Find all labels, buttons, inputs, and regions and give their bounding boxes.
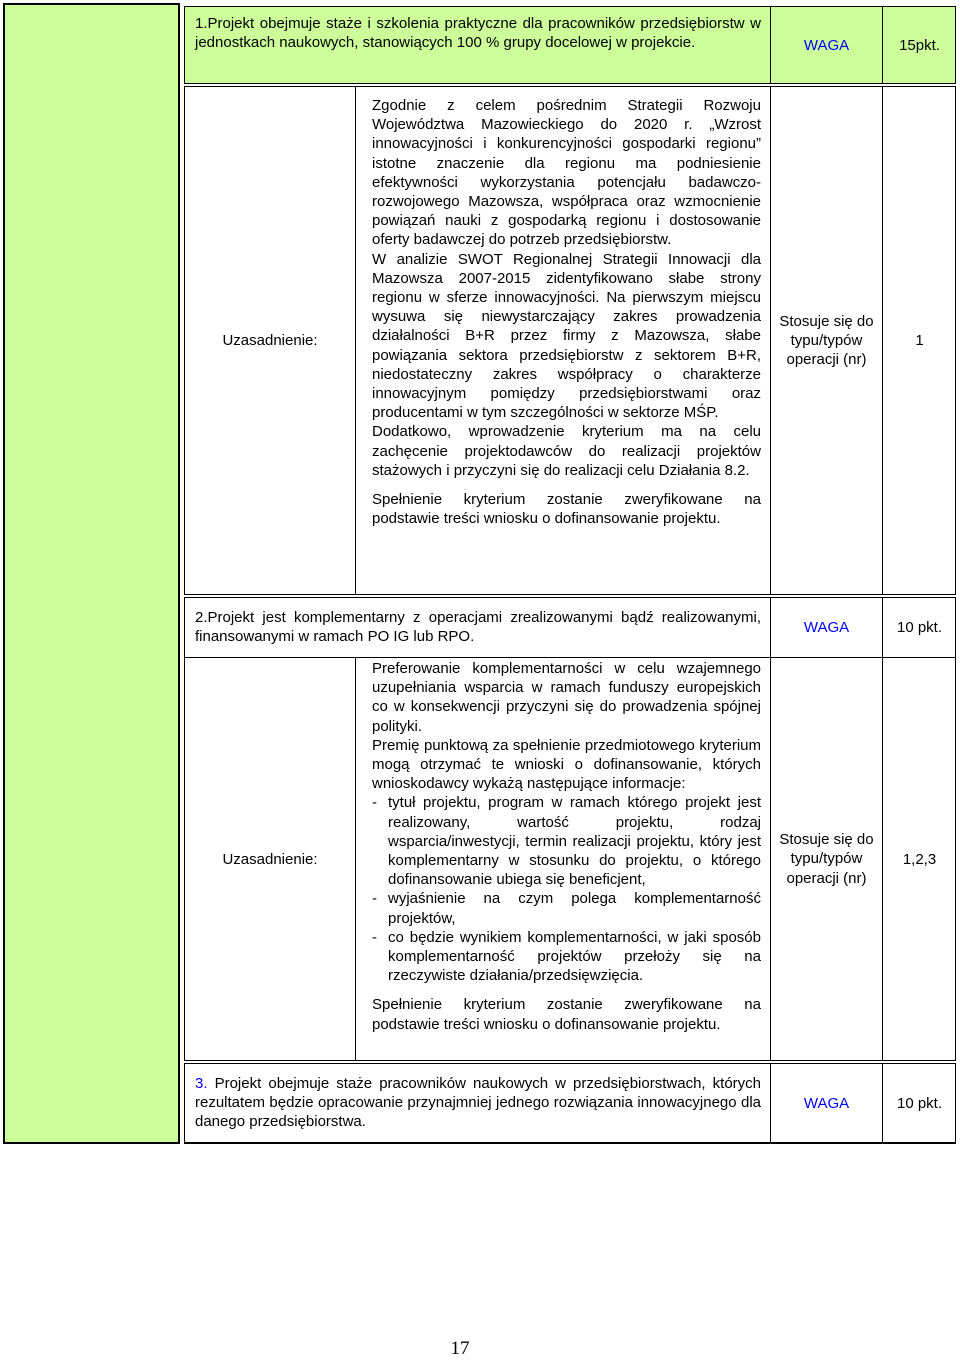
applies-to-text: Stosuje się do typu/typów operacji (nr) [779, 312, 874, 369]
criterion-2-waga: WAGA [770, 598, 882, 657]
criterion-3-number: 3. [195, 1075, 208, 1092]
list-item: - wyjaśnienie na czym polega komplementarność projektów, [372, 889, 761, 927]
criterion-1-waga: WAGA [770, 7, 882, 83]
criterion-2-header [184, 597, 956, 658]
criterion-3-title [195, 1074, 761, 1132]
criterion-2-operation-types: 1,2,3 [882, 658, 956, 1060]
criterion-2-uzasadnienie-label: Uzasadnienie: [222, 850, 318, 868]
criterion-2-title: 2.Projekt jest komplementarny z operacjami zrealizowanymi bądź realizowanymi, finansowanymi w ramach PO IG lub RPO. [195, 609, 761, 646]
verification-note: Spełnienie kryterium zostanie zweryfikowane na podstawie treści wniosku o dofinansowanie projektu. [372, 996, 761, 1033]
criterion-1-body [184, 86, 956, 595]
criterion-3-header [184, 1063, 956, 1144]
verification-note: Spełnienie kryterium zostanie zweryfikowane na podstawie treści wniosku o dofinansowanie projektu. [372, 491, 761, 528]
criterion-1-points: 15pkt. [882, 7, 956, 83]
list-item: - co będzie wynikiem komplementarności, w jaki sposób komplementarność projektów przełoży się na rzeczywiste działania/przedsięwzięcia. [372, 928, 761, 986]
criterion-2-body [184, 657, 956, 1061]
justification-paragraph: Premię punktową za spełnienie przedmiotowego kryterium mogą otrzymać te wnioski o dofinansowanie, których wnioskodawcy wykażą następujące informacje: [372, 736, 761, 793]
justification-paragraph: Preferowanie komplementarności w celu wzajemnego uzupełniania wsparcia w ramach funduszy europejskich co w konsekwencji przyczyni się do prowadzenia spójnej polityki. [372, 660, 761, 735]
criterion-1-header [184, 6, 956, 84]
criterion-3-waga: WAGA [770, 1064, 882, 1142]
page-number: 17 [450, 1338, 470, 1359]
list-item: - tytuł projektu, program w ramach którego projekt jest realizowany, wartość projektu, rodzaj wsparcia/inwestycji, termin realizacji projektu, który jest komplementarny w stosunku do projektu, o którego dofinansowanie ubiega się beneficjent, [372, 793, 761, 889]
criterion-1-justification [355, 87, 770, 594]
criterion-2-points: 10 pkt. [882, 598, 956, 657]
criterion-1-title: 1.Projekt obejmuje staże i szkolenia praktyczne dla pracowników przedsiębiorstw w jednostkach naukowych, stanowiących 100 % grupy docelowej w projekcie. [195, 15, 761, 52]
criterion-1-uzasadnienie-label: Uzasadnienie: [222, 332, 318, 349]
left-margin-column [3, 3, 180, 1144]
criterion-3-title-text: Projekt obejmuje staże pracowników naukowych w przedsiębiorstwach, których rezultatem będzie opracowanie przynajmniej jednego rozwiązania innowacyjnego dla danego przedsiębiorstwa. [195, 1075, 761, 1131]
criterion-1-applies-to [770, 87, 882, 594]
justification-paragraph: W analizie SWOT Regionalnej Strategii Innowacji dla Mazowsza 2007-2015 zidentyfikowano słabe strony regionu w sferze innowacyjności. Na pierwszym miejscu wysuwa się niewystarczający zakres prowadzenia działalności B+R przez firmy z Mazowsza, słabe powiązania sektora przedsiębiorstw z sektorem B+R, niedostateczny zakres współpracy o charakterze innowacyjnym pomiędzy przedsiębiorstwami oraz producentami w tym szczególności w sektorze MŚP. [372, 250, 761, 422]
criterion-1-operation-types: 1 [882, 87, 956, 594]
required-information-list [372, 793, 761, 985]
criterion-2-applies-to [770, 658, 882, 1060]
justification-paragraph: Dodatkowo, wprowadzenie kryterium ma na celu zachęcenie projektodawców do realizacji projektów stażowych i przyczyni się do realizacji celu Działania 8.2. [372, 423, 761, 479]
criterion-2-justification [355, 658, 770, 1060]
applies-to-text: Stosuje się do typu/typów operacji (nr) [779, 831, 874, 887]
justification-paragraph: Zgodnie z celem pośrednim Strategii Rozwoju Województwa Mazowieckiego do 2020 r. „Wzrost innowacyjności i konkurencyjności gospodarki regionu” istotne znaczenie dla regionu ma podniesienie efektywności wykorzystania potencjału badawczo-rozwojowego Mazowsza, współpraca oraz wzmocnienie powiązań nauki z gospodarką regionu i dostosowanie oferty badawczej do potrzeb przedsiębiorstw. [372, 97, 761, 249]
criterion-3-points: 10 pkt. [882, 1064, 956, 1142]
